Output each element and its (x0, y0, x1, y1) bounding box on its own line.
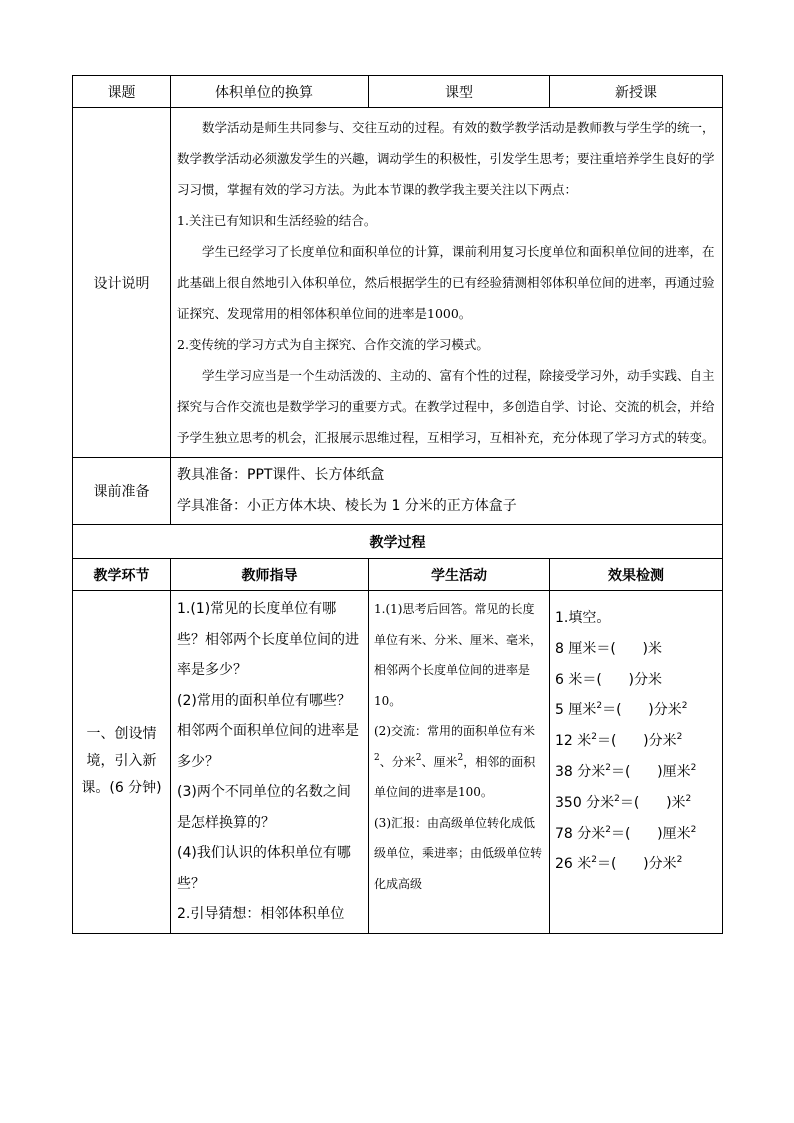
student-activity (369, 591, 550, 934)
teacher-line: (4)我们认识的体积单位有哪些？ (177, 845, 351, 892)
teacher-line: (2)常用的面积单位有哪些？相邻两个面积单位间的进率是多少？ (177, 692, 359, 770)
teacher-guidance (171, 591, 369, 934)
student-line: (3)汇报：由高级单位转化成低级单位，乘进率；由低级单位转化成高级 (374, 815, 543, 891)
check-item: 12 米$^2$＝( )分米$^2$ (555, 732, 683, 750)
check-title: 1.填空。 (555, 610, 611, 626)
process-header-row (73, 559, 723, 591)
process-title: 教学过程 (73, 525, 723, 559)
type-value: 新授课 (550, 76, 723, 108)
prep-content (171, 458, 723, 525)
process-row (73, 591, 723, 934)
check-item: 5 厘米$^2$＝( )分米$^2$ (555, 701, 688, 719)
answer-blank[interactable] (616, 733, 643, 749)
header-row (73, 76, 723, 108)
prep-student: 学具准备：小正方体木块、棱长为 1 分米的正方体盒子 (177, 498, 517, 514)
check-item: 38 分米$^2$＝( )厘米$^2$ (555, 762, 697, 780)
student-line: 1.(1)思考后回答。常见的长度单位有米、分米、厘米、毫米，相邻两个长度单位间的进率是10。 (374, 602, 543, 708)
check-items (555, 634, 717, 880)
lesson-plan-table (72, 75, 723, 934)
col-teacher: 教师指导 (171, 559, 369, 591)
design-paragraph-1: 数学活动是师生共同参与、交往互动的过程。有效的数学教学活动是教师教与学生学的统一，数学教学活动必须激发学生的兴趣，调动学生的积极性，引发学生思考；要注重培养学生良好的学习习惯，掌握有效的学习方法。为此本节课的教学我主要关注以下两点： (177, 120, 715, 197)
answer-blank[interactable] (616, 856, 643, 872)
prep-row (73, 458, 723, 525)
check-item: 6 米＝( )分米 (555, 671, 662, 688)
type-label: 课型 (369, 76, 550, 108)
answer-blank[interactable] (616, 641, 643, 657)
topic-value: 体积单位的换算 (171, 76, 369, 108)
design-point-1: 1.关注已有知识和生活经验的结合。 (177, 213, 377, 228)
col-student: 学生活动 (369, 559, 550, 591)
design-paragraph-3: 学生学习应当是一个生动活泼的、主动的、富有个性的过程，除接受学习外，动手实践、自主探究与合作交流也是数学学习的重要方式。在教学过程中，多创造自学、讨论、交流的机会，并给予学生独立思考的机会，汇报展示思维过程，互相学习，互相补充，充分体现了学习方式的转变。 (177, 368, 715, 445)
answer-blank[interactable] (630, 764, 657, 780)
design-paragraph-2: 学生已经学习了长度单位和面积单位的计算，课前利用复习长度单位和面积单位间的进率，在此基础上很自然地引入体积单位，然后根据学生的已有经验猜测相邻体积单位间的进率，再通过验证探究、发现常用的相邻体积单位间的进率是1000。 (177, 244, 715, 321)
design-label: 设计说明 (73, 108, 171, 458)
teacher-line: 2.引导猜想：相邻体积单位 (177, 906, 345, 922)
answer-blank[interactable] (622, 702, 649, 718)
process-title-row (73, 525, 723, 559)
prep-label: 课前准备 (73, 458, 171, 525)
col-phase: 教学环节 (73, 559, 171, 591)
design-point-2: 2.变传统的学习方式为自主探究、合作交流的学习模式。 (177, 337, 489, 352)
student-line: (2)交流：常用的面积单位有米$^2$、分米$^2$、厘米$^2$，相邻的面积单位间的进率是100。 (374, 724, 536, 799)
effect-check (550, 591, 723, 934)
answer-blank[interactable] (630, 826, 657, 842)
teacher-line: 1.(1)常见的长度单位有哪些？相邻两个长度单位间的进率是多少？ (177, 601, 359, 678)
check-item: 8 厘米＝( )米 (555, 640, 662, 657)
prep-teacher: 教具准备：PPT课件、长方体纸盒 (177, 467, 385, 483)
check-item: 350 分米$^2$＝( )米$^2$ (555, 793, 692, 811)
teacher-line: (3)两个不同单位的名数之间是怎样换算的？ (177, 784, 351, 831)
design-row (73, 108, 723, 458)
design-content (171, 108, 723, 458)
phase-cell: 一、创设情境，引入新课。(6 分钟) (73, 591, 171, 934)
answer-blank[interactable] (602, 672, 629, 688)
check-item: 26 米$^2$＝( )分米$^2$ (555, 855, 683, 873)
answer-blank[interactable] (639, 795, 666, 811)
topic-label: 课题 (73, 76, 171, 108)
check-item: 78 分米$^2$＝( )厘米$^2$ (555, 824, 697, 842)
col-check: 效果检测 (550, 559, 723, 591)
